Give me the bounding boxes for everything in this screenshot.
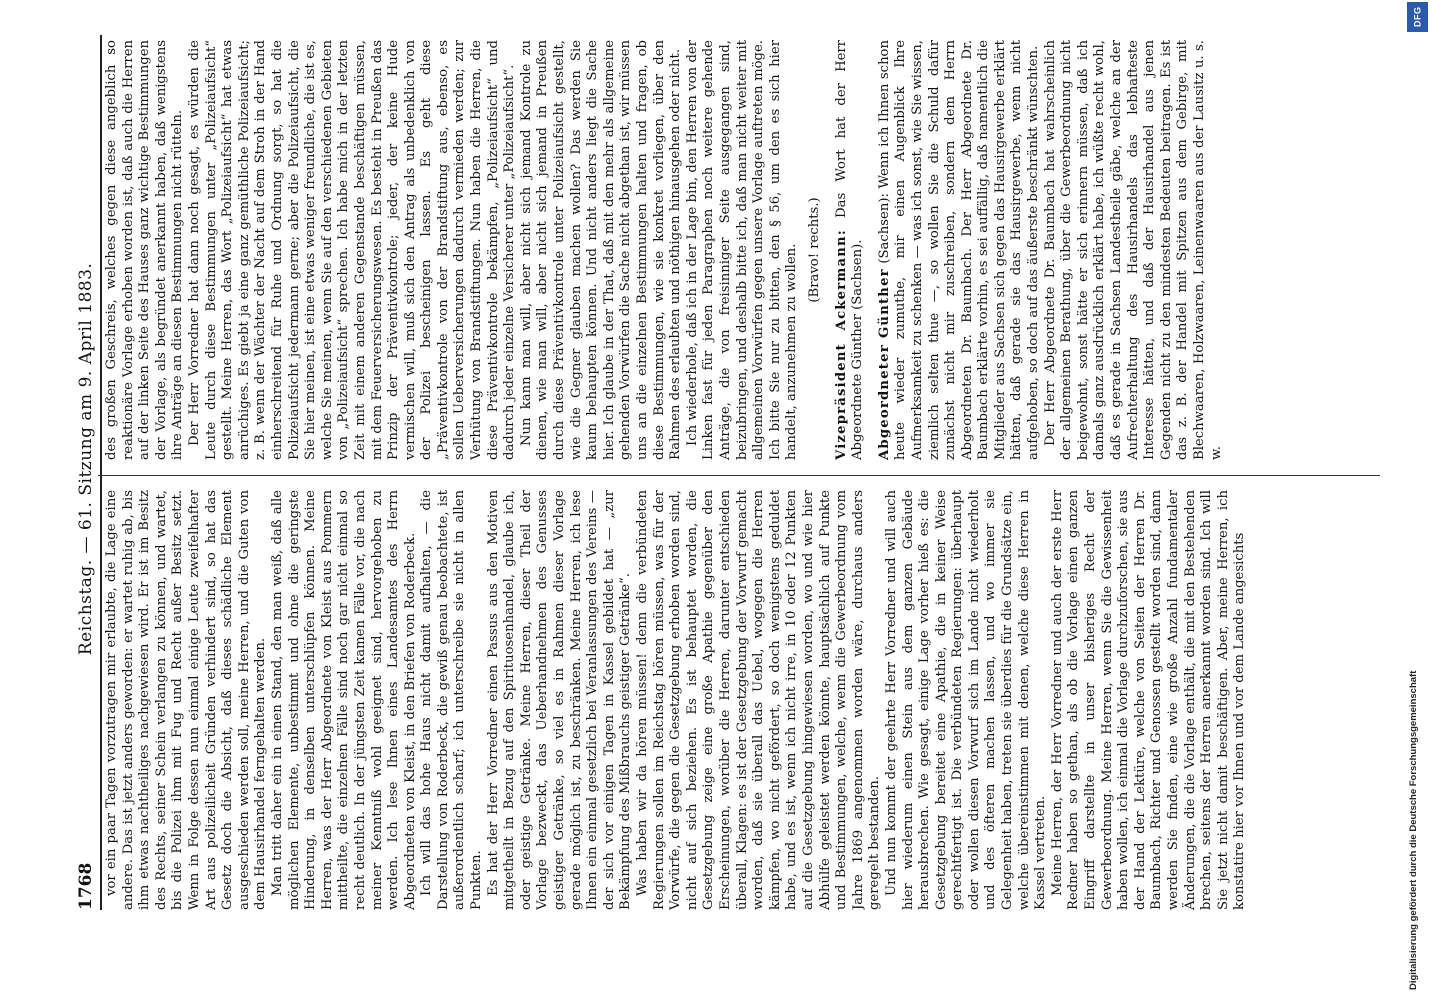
body-paragraph: Es hat der Herr Vorredner einen Passus aus den Motiven mitgetheilt in Bezug auf den Spirituosenhandel, glaube ich, oder geistige Getränke. Meine Herren, dieser Theil der Vorlage bezweckt, das Ueberhandnehmen des Genusses geistiger Getränke, so viel es in Rahmen dieser Vorlage gerade möglich ist, zu beschränken. Meine Herren, ich lese Ihnen ein einmal gesetzlich bei Veranlassungen des Vereins — der sich vor einigen Tagen in Kassel gebildet hat — „zur Bekämpfung des Mißbrauchs geistiger Getränke“. (485, 490, 634, 910)
body-paragraph: Und nun kommt der geehrte Herr Vorredner und will auch hier wiederum einen Stein aus dem ganzen Gebäude herausbrechen. Wie gesagt, einige Lage vorher hieß es: die Gesetzgebung bereitet eine Apathie, die in keiner Weise gerechtfertigt ist. Die verbündeten Regierungen: überhaupt oder wollen diesen Vorwurf sich im Lande nicht wiederholt und des öfteren machen lassen, und wo immer sie Gelegenheit haben, treten sie überdies für die Grundsätze ein, welche übereinstimmen mit denen, welche diese Herren in Kassel vertreten. (883, 490, 1049, 910)
body-paragraph: des großen Geschreis, welches gegen diese angeblich so reaktionäre Vorlage erhoben worden ist, daß auch die Herren auf der linken Seite des Hauses ganz wichtige Bestimmungen der Vorlage, als begründet anerkannt haben, daß wenigstens ihre Anträge an diesen Bestimmungen nicht rütteln. (104, 40, 186, 460)
body-paragraph: Man tritt daher ein in einen Stand, den man weiß, daß alle möglichen Elemente, unbestimmt und ohne die geringste Hinderung, in denselben unterschlüpfen können. Meine Herren, was der Herr Abgeordnete von Kleist aus Pommern mittheilte, die einzelnen Fälle sind noch gar nicht einmal so recht deutlich. In der jüngsten Zeit kamen Fälle vor, die nach meiner Kenntniß wohl geeignet sind, hervorgehoben zu werden. Ich lese Ihnen eines Landesamtes des Herrn Abgeordneten von Kleist, in den Briefen von Roderbeck. (269, 490, 418, 910)
digitization-credit-sidebar (1402, 0, 1432, 1000)
speaker-name: Abgeordneter Günther (876, 268, 892, 460)
page-number: 1768 (76, 862, 96, 910)
body-paragraph: Ich wiederhole, daß ich in der Lage bin, den Herren von der Linken fast für jeden Paragraphen noch weitere gehende Anträge, die von freisinniger Seite ausgegangen sind, beizubringen, und deshalb bitte ich, daß man nicht weiter mit allgemeinen Vorwürfen gegen unsere Vorlage auftreten möge. Ich bitte Sie nur zu bitten, den § 56, um den es sich hier handelt, anzunehmen zu wollen. (684, 40, 800, 460)
left-column (104, 490, 1378, 910)
speaker-name: Vizepräsident Ackermann: (833, 229, 849, 460)
speech-text: (Sachsen): Wenn ich Ihnen schon heute wieder zumuthe, mir einen Augenblick Ihre Aufmerksamkeit zu schenken — was ich sonst, wie Sie wissen, ziemlich selten thue —, so wollen Sie die Schuld dafür zunächst nicht mir zuschreiben, sondern dem Herrn Abgeordneten Dr. Baumbach. Der Herr Abgeordnete Dr. Baumbach erklärte vorhin, es sei auffällig, daß namentlich die Mitglieder aus Sachsen sich gegen das Hausirgewerbe erklärt hätten, daß gerade sie das Hausirgewerbe, wenn nicht aufgehoben, so doch auf das äußerste beschränkt wünschten. (876, 40, 1042, 460)
body-paragraph: Der Herr Abgeordnete Dr. Baumbach hat wahrscheinlich der allgemeinen Berathung, über die Gewerbeordnung nicht beigewohnt, sonst hätte er sich erinnern müssen, daß ich damals ganz ausdrücklich erklärt habe, ich wüßte recht wohl, daß es gerade in Sachsen Landestheile gäbe, welche an der Aufrechterhaltung des Hausirhandels das lebhafteste Interesse hätten, und daß der Hausirhandel aus jenen Gegenden nicht zu den mindesten Bedeuten beitragen. Es ist das z. B. der Handel mit Spitzen aus dem Gebirge, mit Blechwaaren, Holzwaaren, Leinenwaaren aus der Lausitz u. s. w. (1042, 40, 1224, 460)
page-title: Reichstag. — 61. Sitzung am 9. April 1883. (76, 262, 96, 656)
column-divider (98, 475, 1380, 476)
digitization-credit-text: Digitalisierung gefördert durch die Deutsche Forschungsgemeinschaft (1408, 670, 1419, 990)
page-header (62, 35, 102, 910)
rotated-page (40, 0, 1420, 1000)
body-paragraph: Was haben wir da hören müssen! denn die verbündeten Regierungen sollen im Reichstag hören müssen, was für der Vorwürfe, die gegen die Gesetzgebung erhoben worden sind, nicht auf sich beziehen. Es ist behauptet worden, die Gesetzgebung zeige eine große Apathie gegenüber den Erscheinungen, worüber die Herren, darunter entschieden überall, Klagen: es ist der Gesetzgebung der Vorwurf gemacht worden, daß sie überall das Uebel, wogegen die Herren kämpfen, wo nicht gefördert, so doch wenigstens geduldet habe, und es ist, wenn ich nicht irre, in 10 oder 12 Punkten auf die Gesetzgebung hingewiesen worden, wo und wie hier Abhülfe geleistet werden könnte, hauptsächlich auf Punkte und Bestimmungen, welche, wenn die Gewerbeordnung vom Jahre 1869 angenommen worden wäre, durchaus anders geregelt bestanden. (635, 490, 883, 910)
body-paragraph: Ich will das hohe Haus nicht damit aufhalten, — die Darstellung von Roderbeck, die gewiß genau beobachtete, ist außerordentlich scharf; ich unterschreibe sie nicht in allen Punkten. (419, 490, 485, 910)
right-column (104, 40, 1378, 460)
speech-text: Das Wort hat der Herr Abgeordnete Günther (Sachsen). (833, 40, 866, 460)
body-paragraph: Der Herr Vorredner hat dann noch gesagt, es würden die Leute durch diese Bestimmungen unter „Polizeiaufsicht“ gestellt. Meine Herren, das Wort „Polizeiaufsicht“ hat etwas anrüchiges. Es giebt ja eine ganz gemüthliche Polizeiaufsicht; z. B. wenn der Wächter der Nacht auf dem Stroh in der Hand einherschreitend für Ruhe und Ordnung sorgt, so hat die Polizeiaufsicht jedermann gerne; aber die Polizeiaufsicht, die Sie hier meinen, ist eine etwas weniger freundliche, die ist es, welche Sie meinen, wenn Sie auf den verschiedenen Gebieten von „Polizeiaufsicht“ sprechen. Ich habe mich in der letzten Zeit mit einem anderen Gegenstande beschäftigen müssen, mit dem Feuerversicherungswesen. Es besteht in Preußen das Prinzip der Präventivkontrole; jeder, der keine Hude vermischen will, muß sich den Antrag als unbedenklich von der Polizei bescheinigen lassen. Es geht diese „Präventivkontrole von der Brandstiftung aus, ebenso, es sollen Ueberversicherungen dadurch vermieden werden; zur Verhütung von Brandstiftungen. Nun haben die Herren, die diese Präventivkontrole bekämpfen, „Polizeiaufsicht“ und dadurch jeder einzelne Versicherer unter „Polizeiaufsicht“. (186, 40, 518, 460)
dfg-logo: DFG (1407, 2, 1428, 32)
speaker-paragraph (877, 40, 1043, 460)
body-paragraph: vor ein paar Tagen vorzutragen mir erlaubte, die Lage eine andere. Das ist jetzt anders geworden: er wartet ruhig ab, bis ihm etwas nachtheiliges nachgewiesen wird. Er ist im Besitz des Rechts, seiner Schein verlangen zu können, und wartet, bis die Polizei ihm mit Fug und Recht außer Besitz setzt. Wenn in Folge dessen nun einmal einige Leute zweifelhafter Art aus polizeilicheit Gründen verhindert sind, so hat das Gesetz doch die Absicht, daß dieses schädliche Element ausgeschieden werden soll, meine Herren, und die Guten von dem Hausirhandel ferngehalten werden. (104, 490, 269, 910)
stage-direction: (Bravo! rechts.) (806, 197, 822, 303)
body-paragraph: Meine Herren, der Herr Vorredner und auch der erste Herr Redner haben so gethan, als ob die Vorlage einen ganzen Eingriff darstellte in unser bisheriges Recht der Gewerbeordnung. Meine Herren, wenn Sie die Gewissenheit haben wollen, ich einmal die Vorlage durchzuforschen, sie aus der Hand der Lektüre, welche von Seiten der Herren Dr. Baumbach, Richter und Genossen gestellt worden sind, dann werden Sie finden, eine wie große Anzahl fundamentaler Änderungen, die die Vorlage enthält, die mit den Bestehenden brechen, seitens der Herren anerkannt worden sind. Ich will Sie jetzt nicht damit beschäftigen. Aber, meine Herren, ich konstatire hier vor Ihnen und vor dem Lande angesichts (1049, 490, 1248, 910)
body-paragraph: Nun kann man will, aber nicht sich jemand Kontrole zu dienen, wie man will, aber nicht sich jemand in Preußen durch diese Präventivkontrole unter Polizeiaufsicht gestellt, wie die Gegner glauben machen wollen? Das werden Sie kaum behaupten können. Und nicht anders liegt die Sache hier. Ich glaube in der That, daß mit den mehr als allgemeine gehenden Vorwürfen die Sache nicht abgethan ist, wir müssen uns an die einzelnen Bestimmungen halten und fragen, ob diese Bestimmungen, wie sie konkret vorliegen, über den Rahmen des erlaubten und nöthigen hinausgehen oder nicht. (518, 40, 684, 460)
speaker-paragraph (834, 40, 867, 460)
